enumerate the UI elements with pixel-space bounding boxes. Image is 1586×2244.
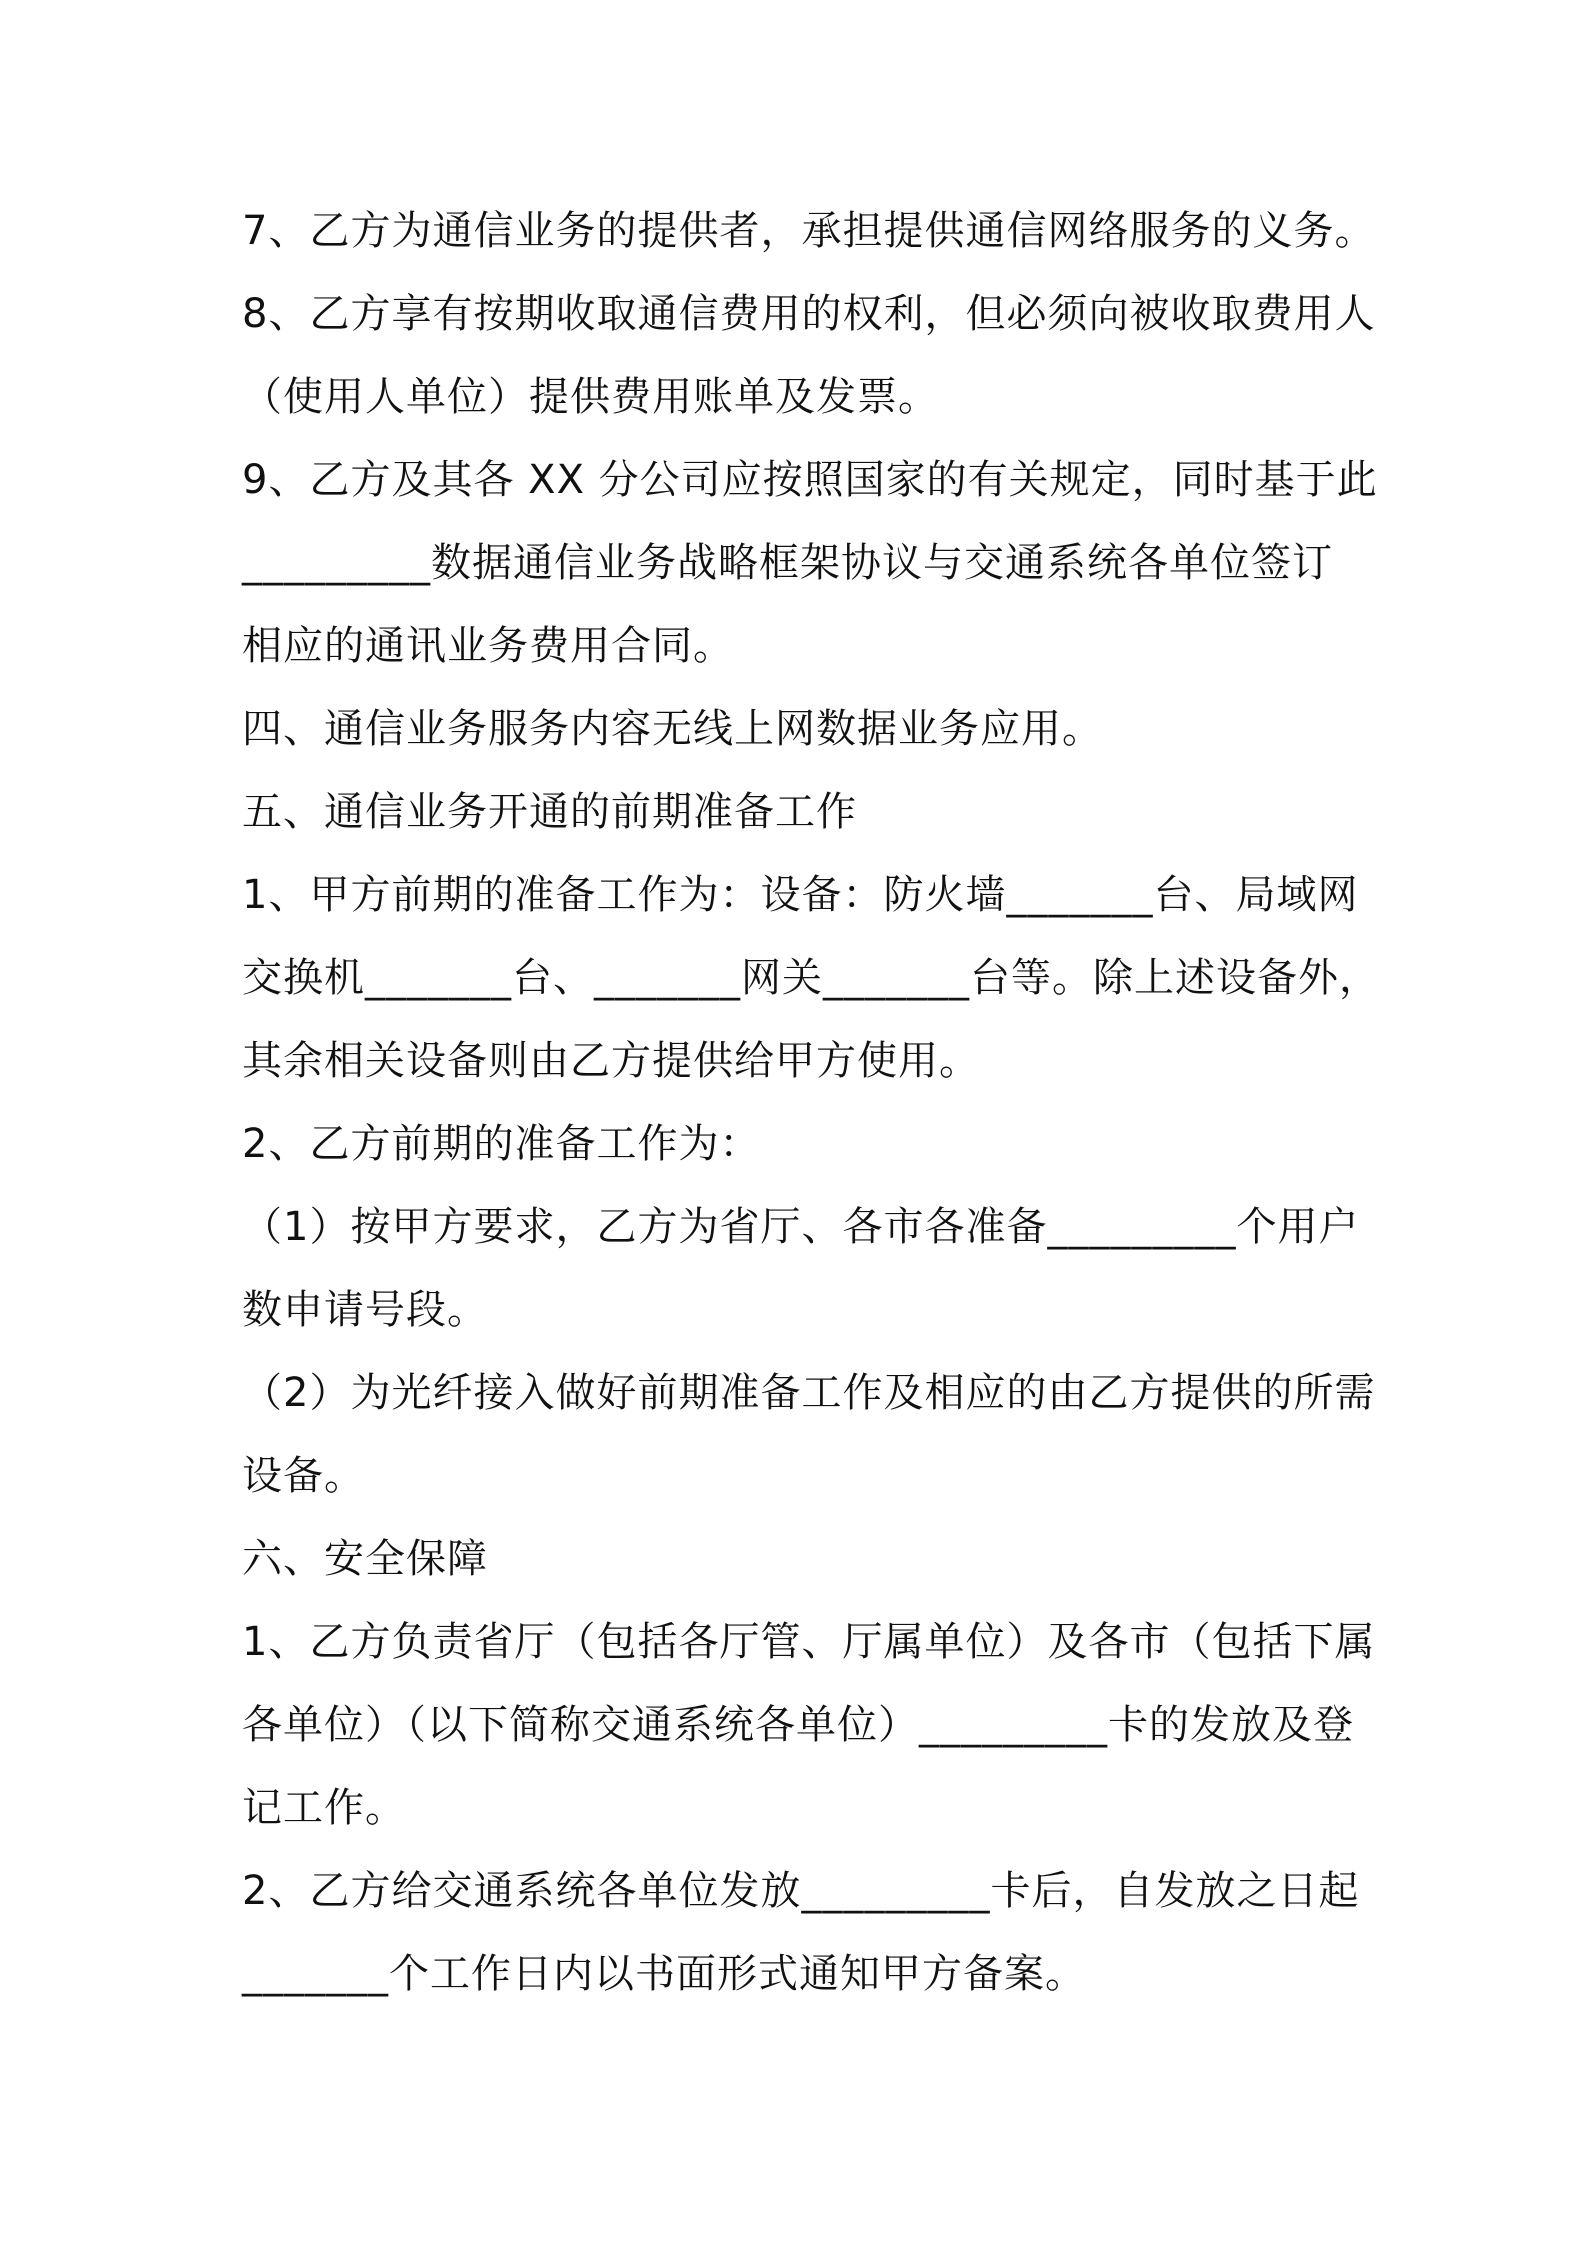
text-line: 7、乙方为通信业务的提供者，承担提供通信网络服务的义务。: [242, 208, 1376, 254]
text-line: 9、乙方及其各 XX 分公司应按照国家的有关规定，同时基于此: [242, 457, 1378, 503]
text-line: 8、乙方享有按期收取通信费用的权利，但必须向被收取费用人: [242, 291, 1376, 337]
text-line: 2、乙方前期的准备工作为：: [242, 1121, 761, 1167]
text-line: _______个工作日内以书面形式通知甲方备案。: [242, 1951, 1086, 1997]
text-line: （2）为光纤接入做好前期准备工作及相应的由乙方提供的所需: [242, 1370, 1376, 1416]
text-line: （1）按甲方要求，乙方为省厅、各市各准备_________个用户: [242, 1204, 1360, 1250]
text-line: 其余相关设备则由乙方提供给甲方使用。: [242, 1038, 980, 1084]
text-line: 设备。: [242, 1453, 365, 1499]
text-line: _________数据通信业务战略框架协议与交通系统各单位签订: [242, 540, 1333, 586]
text-line: 相应的通讯业务费用合同。: [242, 623, 734, 669]
text-line: 数申请号段。: [242, 1287, 488, 1333]
text-line: 六、安全保障: [242, 1536, 488, 1582]
text-line: （使用人单位）提供费用账单及发票。: [242, 374, 939, 420]
text-line: 记工作。: [242, 1785, 406, 1831]
text-line: 四、通信业务服务内容无线上网数据业务应用。: [242, 706, 1103, 752]
text-line: 2、乙方给交通系统各单位发放_________卡后，自发放之日起: [242, 1868, 1360, 1914]
text-line: 交换机_______台、_______网关_______台等。除上述设备外，: [242, 955, 1380, 1001]
text-line: 各单位）（以下简称交通系统各单位）_________卡的发放及登: [242, 1702, 1354, 1748]
text-line: 1、甲方前期的准备工作为：设备：防火墙_______台、局域网: [242, 872, 1359, 918]
text-line: 五、通信业务开通的前期准备工作: [242, 789, 857, 835]
text-line: 1、乙方负责省厅（包括各厅管、厅属单位）及各市（包括下属: [242, 1619, 1376, 1665]
